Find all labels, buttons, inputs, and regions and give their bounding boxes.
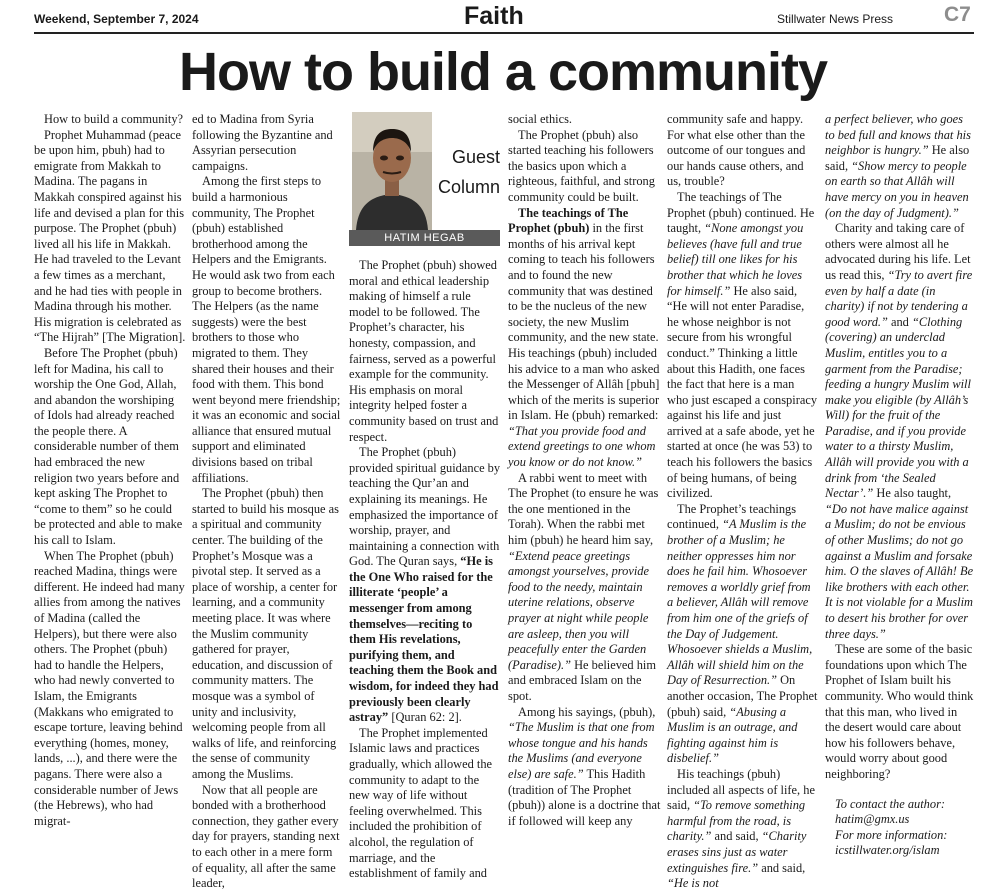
- page-header: [34, 2, 974, 32]
- guest-column-byline: [349, 112, 500, 247]
- paragraph: The Prophet implemented Islamic laws and practices gradually, which allowed the community to adapt to the new way of life without feeling overwhelmed. This included the prohibition of alcohol, the regulation of marriage, and the establishment of family and: [349, 725, 493, 881]
- article-column-1: [34, 112, 186, 829]
- header-rule: [34, 32, 974, 34]
- section-title: Faith: [464, 2, 524, 30]
- paragraph: The Prophet (pbuh) provided spiritual guidance by teaching the Qur’an and explaining its meanings. He emphasized the importance of worship, prayer, and maintaining a connection with God. The Quran says, “He is the One Who raised for the illiterate ‘people’ a messenger from among themselves—reciting to them His revelations, purifying them, and teaching them the Book and wisdom, for indeed they had previously been clearly astray” [Quran 62: 2].: [349, 445, 501, 725]
- quran-quote: “He is the One Who raised for the illiterate ‘people’ a messenger from among themselves—reciting to them His revelations, purifying them, and teaching them the Book and wisdom, for indeed they had previously been clearly astray”: [349, 554, 499, 725]
- paragraph: social ethics.: [508, 112, 572, 126]
- paragraph: Now that all people are bonded with a brotherhood connection, they gather every day for prayers, standing next to each other in a mere form of equality, all after the same leader,: [192, 782, 340, 891]
- paragraph: These are some of the basic foundations upon which The Prophet of Islam built his community. Who would think that this man, who lived in the desert would care about how his followers behave, would worry about good neighboring?: [825, 642, 974, 781]
- info-website: icstillwater.org/islam: [835, 843, 940, 858]
- article-column-3: [349, 258, 501, 881]
- paragraph: The teachings of The Prophet (pbuh) in the first months of his arrival kept coming to teach his followers and to found the new community that was destined to be the nucleus of the new society, the new Muslim community, and the new state. His teachings (pbuh) included his advice to a man who asked the Messenger of Allâh [pbuh] which of the merits is superior in Islam. He (pbuh) remarked: “That you provide food and extend greetings to one whom you know or do not know.”: [508, 205, 660, 470]
- issue-date: Weekend, September 7, 2024: [34, 12, 199, 26]
- info-label: For more information:: [835, 827, 948, 842]
- paragraph: Among the first steps to build a harmonious community, The Prophet (pbuh) established brotherhood among the Helpers and the Emigrants. He would ask two from each group to become brothers. The Helpers (as the name suggests) were the best brothers to those who migrated to them. They shared their houses and their food with them. This bond went beyond mere friendship; it was an economic and social alliance that ensured mutual support and eliminated divisions based on tribal affiliations.: [192, 174, 341, 485]
- paragraph: The Prophet (pbuh) showed moral and ethical leadership making of himself a rule model to be followed. The Prophet’s character, his honesty, compassion, and fairness, served as a powerful example for the community. His emphasis on moral integrity helped foster a community based on trust and respect.: [349, 258, 499, 444]
- article-column-2: [192, 112, 342, 892]
- author-photo: [352, 112, 432, 230]
- paragraph: Before The Prophet (pbuh) left for Madina, his call to worship the One God, Allah, and abandon the worshiping of Idols had already reached the people there. A considerable number of them had embraced the new religion two years before and kept asking The Prophet to “come to them” so he could be protected and able to make his call to Islam.: [34, 345, 183, 548]
- paragraph: community safe and happy. For what else other than the outcome of our tongues and our hands cause others, and us, trouble?: [667, 112, 806, 189]
- subhead: The teachings of The Prophet (pbuh): [508, 205, 629, 236]
- spacer: [825, 783, 975, 797]
- paragraph: How to build a community?: [44, 112, 184, 126]
- article-column-5: [667, 112, 818, 892]
- paragraph: Prophet Muhammad (peace be upon him, pbuh) had to emigrate from Makkah to Madina. The pagans in Makkah conspired against his life and devised a plan for this purpose. The Prophet (pbuh) lived all his life in Makkah. He had traveled to the Levant a few times as a merchant, and he had ties with people in Madina through his mother. His migration is celebrated as “The Hijrah” [The Migration].: [34, 127, 186, 345]
- author-portrait-image: [352, 112, 432, 230]
- paragraph: A rabbi went to meet with The Prophet (to ensure he was the one mentioned in the Torah). When the rabbi met him (pbuh) he heard him say, “Extend peace greetings amongst yourselves, provide food to the needy, maintain uterine relations, observe prayer at night while people are asleep, then you will peacefully enter the Garden (Paradise).” He believed him and embraced Islam on the spot.: [508, 470, 659, 703]
- paragraph: His teachings (pbuh) included all aspects of life, he said, “To remove something harmful from the road, is charity.” and said, “Charity erases sins just as water extinguishes fire.” and said, “He is not: [667, 766, 815, 891]
- paragraph: Charity and taking care of others were almost all he advocated during his life. Let us read this, “Try to avert fire even by half a date (in charity) if not by tendering a good word.” and “Clothing (covering) an underclad Muslim, entitles you to a garment from the Paradise; feeding a hungry Muslim will make you eligible (by Allâh’s Will) for the fruit of the Paradise, and if you provide water to a thirsty Muslim, Allâh will provide you with a drink from ‘the Sealed Nectar’.” He also taught, “Do not have malice against a Muslim; do not be envious of other Muslims; do not go against a Muslim and forsake him. O the slaves of Allâh! Be like brothers with each other. It is not violable for a Muslim to desert his brother for over three days.”: [825, 221, 974, 641]
- author-email: hatim@gmx.us: [835, 812, 910, 827]
- paragraph: When The Prophet (pbuh) reached Madina, things were different. He indeed had many allies from among the natives of Madina (called the Helpers), but there were also others. The Prophet (pbuh) had to handle the Helpers, who had newly converted to Islam, the Emigrants (Makkans who emigrated to escape torture, leaving behind everything (homes, money, lands, ...), and there were the pagans. There were also a considerable number of Jews (the Hebrews), who had migrat-: [34, 548, 185, 828]
- paragraph: a perfect believer, who goes to bed full and knows that his neighbor is hungry.” He also said, “Show mercy to people on earth so that Allâh will have mercy on you in heaven (on the day of Judgment).”: [825, 112, 971, 220]
- paragraph: The Prophet (pbuh) also started teaching his followers the basics upon which a righteous, faithful, and strong community could be built.: [508, 127, 655, 204]
- article-column-6: [825, 112, 975, 859]
- newspaper-name: Stillwater News Press: [777, 12, 894, 26]
- article-column-4: [508, 112, 661, 829]
- contact-info: To contact the author:: [835, 796, 946, 811]
- paragraph: The teachings of The Prophet (pbuh) continued. He taught, “None amongst you believes (have full and true belief) till one likes for his brother that which he loves for himself.” He also said, “He will not enter Paradise, he whose neighbor is not secure from his wrongful conduct.” Thinking a little about this Hadith, one faces the fact that here is a man who just escaped a conspiracy against his life and just arrived at a safe abode, yet he started at once (he was 53) to teach his followers the basics of being humans, of being civilized.: [667, 189, 818, 501]
- paragraph: The Prophet’s teachings continued, “A Muslim is the brother of a Muslim; he neither oppresses him nor does he fail him. Whosoever removes a worldly grief from a believer, Allâh will remove from him one of the griefs of the Day of Judgement. Whosoever shields a Muslim, Allâh will shield him on the Day of Resurrection.” On another occasion, The Prophet (pbuh) said, “Abusing a Muslim is an outrage, and fighting against him is disbelief.”: [667, 501, 818, 766]
- paragraph: Among his sayings, (pbuh), “The Muslim is that one from whose tongue and his hands the Muslims (and everyone else) are safe.” This Hadith (tradition of The Prophet (pbuh)) alone is a doctrine that if followed will keep any: [508, 704, 661, 828]
- paragraph: ed to Madina from Syria following the Byzantine and Assyrian persecution campaigns.: [192, 112, 333, 173]
- paragraph: The Prophet (pbuh) then started to build his mosque as a spiritual and community center. The building of the Prophet’s Mosque was a pivotal step. It served as a place of worship, a center for learning, and a community meeting place. It was where the Muslim community gathered for prayer, education, and discussion of community matters. The mosque was a symbol of unity and inclusivity, welcoming people from all walks of life, and reinforcing the sense of community among the Muslims.: [192, 486, 339, 781]
- guest-column-label: Guest Column: [437, 147, 500, 197]
- article-headline: How to build a community: [179, 42, 827, 102]
- author-name-bar: HATIM HEGAB: [349, 230, 500, 246]
- page-number: C7: [944, 3, 971, 26]
